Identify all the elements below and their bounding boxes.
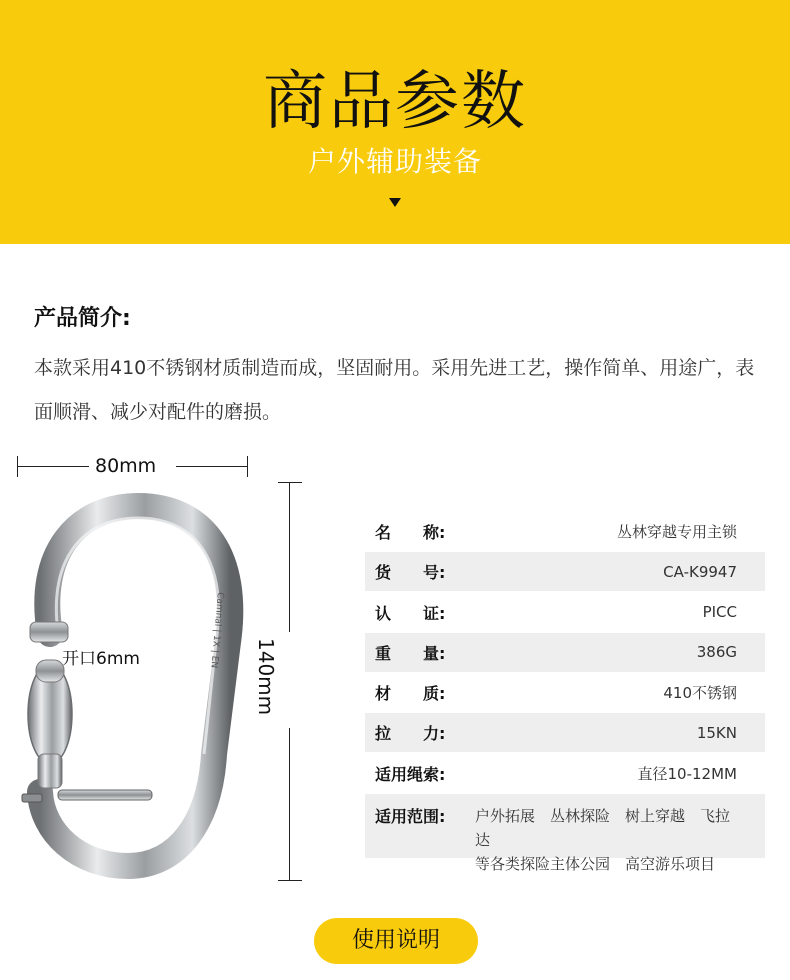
page-subtitle: 户外辅助装备 (307, 145, 482, 178)
height-dim-bottom-tick (278, 880, 302, 881)
spec-key: 货 号: (375, 563, 446, 583)
spec-value: 丛林穿越专用主锁 (616, 523, 737, 541)
usage-instructions-button[interactable]: 使用说明 (314, 918, 478, 964)
spec-value: PICC (702, 603, 737, 622)
spec-value: 410不锈钢 (663, 684, 737, 703)
spec-row-scope (365, 794, 765, 874)
spec-value-scope (475, 804, 737, 876)
spec-row (365, 552, 765, 591)
carabiner-highlight (56, 518, 218, 754)
spec-value: CA-K9947 (663, 562, 737, 581)
carabiner-image (18, 492, 258, 892)
spec-row (365, 593, 765, 632)
spec-key: 名 称: (375, 523, 446, 542)
locking-pin (58, 790, 152, 800)
spec-table (365, 512, 765, 874)
width-dim-line-right (176, 466, 248, 467)
gate-nose (30, 622, 68, 642)
engraving-mark: Camnal | 1X | EN (208, 591, 225, 669)
height-dim-line-bottom (289, 728, 290, 880)
gate-gap-label: 开口6mm (62, 649, 140, 669)
spec-value: 直径10-12MM (637, 764, 737, 783)
spec-value: 15KN (696, 723, 737, 742)
spec-key: 拉 力: (375, 724, 446, 744)
width-dim-right-tick (247, 456, 248, 477)
gate-base (38, 754, 62, 788)
height-dim-top-tick (278, 482, 302, 483)
gate-cap (36, 660, 64, 682)
spec-key: 适用范围: (375, 807, 446, 827)
scope-line-1: 户外拓展 丛林探险 树上穿越 飞拉达 (475, 807, 731, 850)
height-dim-line-top (289, 482, 290, 632)
down-arrow-icon (389, 198, 401, 207)
spec-row (365, 713, 765, 752)
spec-key: 适用绳索: (375, 764, 446, 784)
width-dim-line-left (17, 466, 89, 467)
spec-row (365, 673, 765, 712)
spec-key: 材 质: (375, 684, 446, 704)
spec-value: 386G (696, 643, 737, 662)
height-dim-text: 140mm (254, 638, 278, 716)
spec-row (365, 633, 765, 672)
page-title: 商品参数 (263, 65, 527, 139)
width-dim-label: 80mm (95, 455, 157, 477)
spec-row (365, 512, 765, 551)
header-banner (0, 0, 790, 244)
intro-text: 本款采用410不锈钢材质制造而成，坚固耐用。采用先进工艺，操作简单、用途广，表面顺滑、减少对配件的磨损。 (34, 357, 755, 423)
scope-line-2: 等各类探险主体公园 高空游乐项目 (475, 855, 716, 874)
spec-row (365, 754, 765, 793)
spec-key: 重 量: (375, 643, 446, 663)
intro-heading: 产品简介: (34, 306, 131, 331)
spec-key: 认 证: (375, 603, 446, 623)
pin-screw (22, 794, 42, 802)
